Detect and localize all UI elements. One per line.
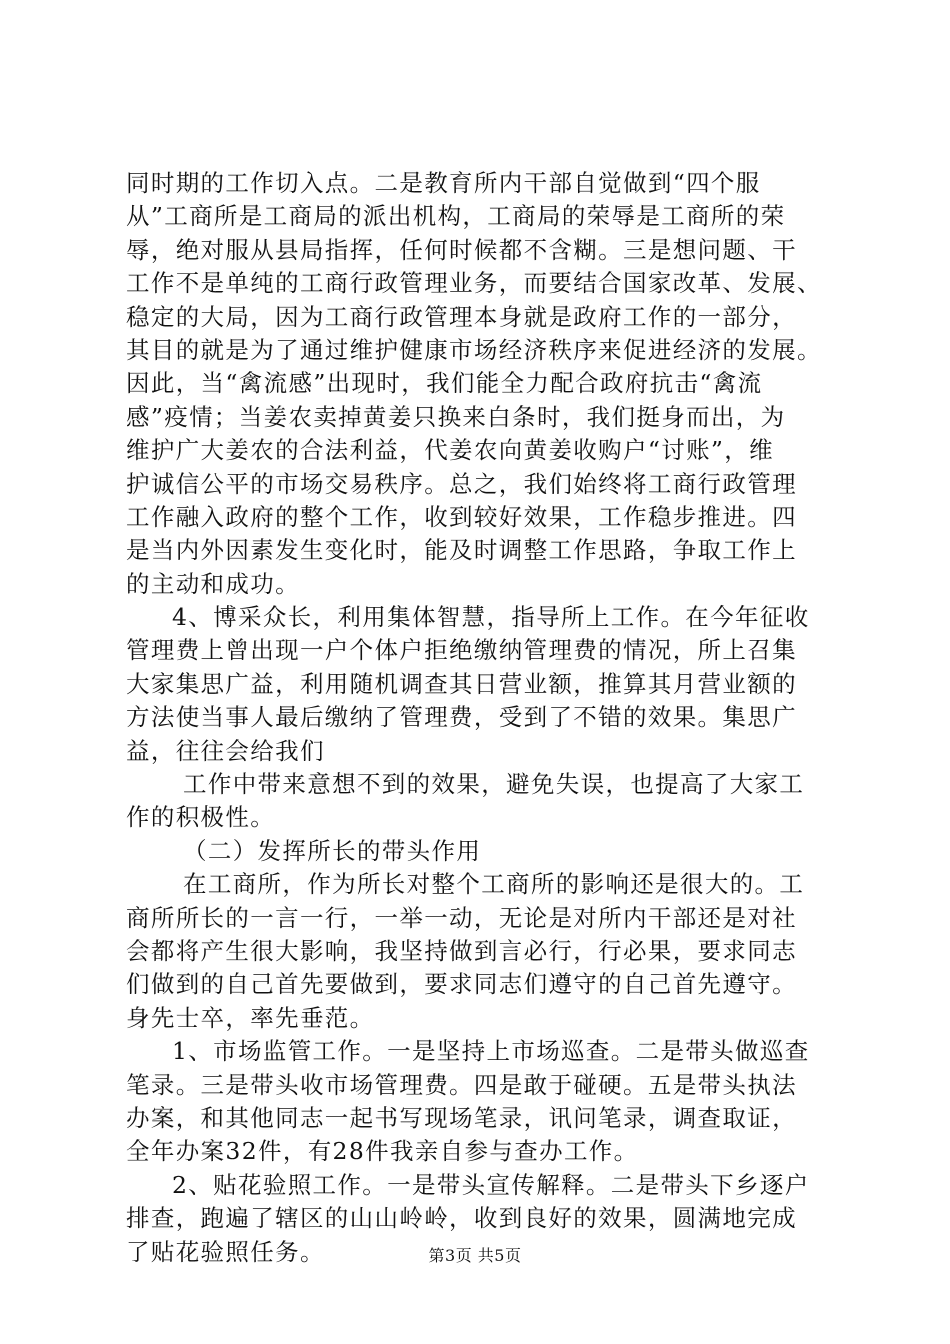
text-line: 辱，绝对服从县局指挥，任何时候都不含糊。三是想问题、干 (126, 235, 797, 264)
text-line: 工作融入政府的整个工作，收到较好效果，工作稳步推进。四 (126, 502, 797, 531)
text-line: 其目的就是为了通过维护健康市场经济秩序来促进经济的发展。 (126, 335, 822, 364)
text-line: 从”工商所是工商局的派出机构，工商局的荣辱是工商所的荣 (126, 202, 786, 231)
text-line: 益，往往会给我们 (126, 736, 325, 765)
text-line: 维护广大姜农的合法利益，代姜农向黄姜收购户“讨账”，维 (126, 436, 774, 465)
text-line: 感”疫情；当姜农卖掉黄姜只换来白条时，我们挺身而出，为 (126, 402, 786, 431)
text-line: 的主动和成功。 (126, 569, 300, 598)
text-line: 大家集思广益，利用随机调查其日营业额，推算其月营业额的 (126, 669, 797, 698)
section-heading: （二）发挥所长的带头作用 (183, 836, 482, 865)
text-line: 同时期的工作切入点。二是教育所内干部自觉做到“四个服 (126, 169, 761, 197)
text-line: 工作不是单纯的工商行政管理业务，而要结合国家改革、发展、 (126, 269, 822, 298)
text-line: 方法使当事人最后缴纳了管理费，受到了不错的效果。集思广 (126, 703, 797, 732)
paragraph-start-line: 在工商所，作为所长对整个工商所的影响还是很大的。工 (183, 870, 805, 899)
text-line: 排查，跑遍了辖区的山山岭岭，收到良好的效果，圆满地完成 (126, 1204, 797, 1233)
text-line: 们做到的自己首先要做到，要求同志们遵守的自己首先遵守。 (126, 970, 797, 999)
text-line: 笔录。三是带头收市场管理费。四是敢于碰硬。五是带头执法 (126, 1070, 797, 1099)
text-line: 了贴花验照任务。 (126, 1237, 325, 1266)
text-line: 会都将产生很大影响，我坚持做到言必行，行必果，要求同志 (126, 936, 797, 965)
document-body (126, 167, 853, 1269)
text-line: 稳定的大局，因为工商行政管理本身就是政府工作的一部分， (126, 302, 797, 331)
text-line: 办案，和其他同志一起书写现场笔录，讯问笔录，调查取证， (126, 1103, 797, 1132)
paragraph-start-line: 1、市场监管工作。一是坚持上市场巡查。二是带头做巡查 (172, 1037, 810, 1066)
paragraph-start-line: 4、博采众长，利用集体智慧，指导所上工作。在今年征收 (172, 603, 810, 632)
page-number-footer: 第3页 共5页 (428, 1246, 522, 1265)
paragraph-start-line: 2、贴花验照工作。一是带头宣传解释。二是带头下乡逐户 (172, 1170, 810, 1199)
text-line: 是当内外因素发生变化时，能及时调整工作思路，争取工作上 (126, 536, 797, 565)
text-line: 护诚信公平的市场交易秩序。总之，我们始终将工商行政管理 (126, 469, 797, 498)
text-line: 作的积极性。 (126, 803, 276, 832)
text-line: 因此，当“禽流感”出现时，我们能全力配合政府抗击“禽流 (126, 369, 763, 398)
text-line: 身先士卒，率先垂范。 (126, 1003, 375, 1032)
text-line: 商所所长的一言一行，一举一动，无论是对所内干部还是对社 (126, 903, 797, 932)
text-line: 全年办案32件，有28件我亲自参与查办工作。 (126, 1137, 639, 1166)
paragraph-start-line: 工作中带来意想不到的效果，避免失误，也提高了大家工 (183, 770, 805, 799)
text-line: 管理费上曾出现一户个体户拒绝缴纳管理费的情况，所上召集 (126, 636, 797, 665)
